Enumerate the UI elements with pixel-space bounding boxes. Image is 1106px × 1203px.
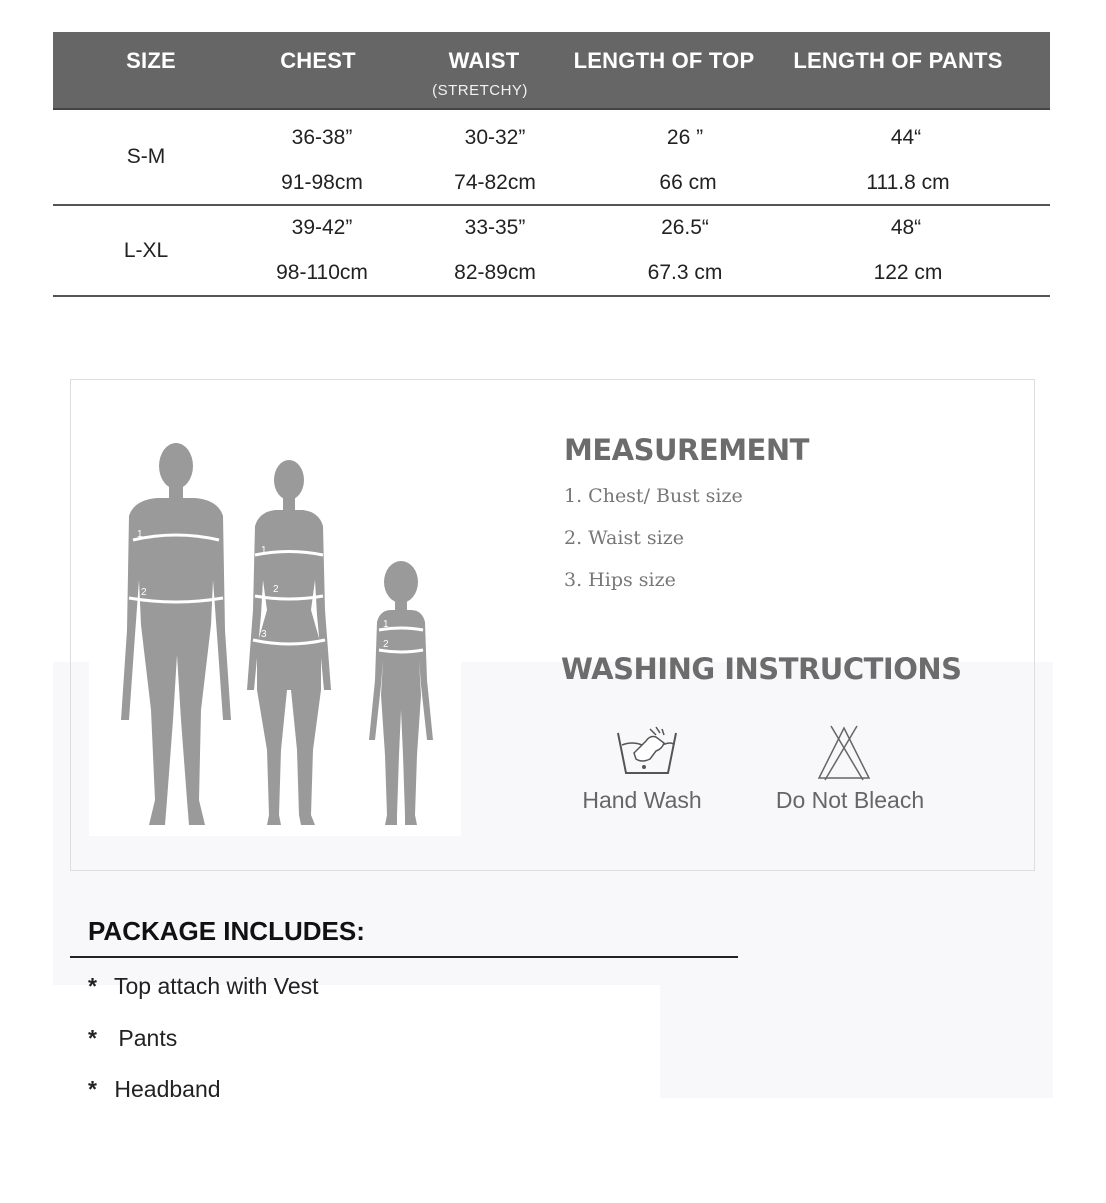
waist-cm: 82-89cm — [454, 261, 536, 284]
list-item — [88, 1025, 177, 1052]
hand-wash-label: Hand Wash — [582, 787, 702, 813]
figure-label: 3 — [261, 629, 267, 640]
header-length-top: LENGTH OF TOP — [573, 48, 755, 73]
package-item-label: Headband — [114, 1076, 221, 1102]
figure-label: 2 — [273, 584, 279, 595]
waist-cm: 74-82cm — [454, 171, 536, 194]
washing-title: WASHING INSTRUCTIONS — [561, 652, 962, 686]
pants-length-cm: 122 cm — [873, 261, 943, 284]
table-header-row — [53, 32, 1050, 110]
top-length-cm: 67.3 cm — [647, 261, 723, 284]
size-chart-table — [53, 32, 1050, 297]
header-chest: CHEST — [280, 48, 356, 73]
package-item-label: Top attach with Vest — [113, 973, 319, 999]
man-figure — [121, 443, 231, 825]
measurement-item-chest: 1. Chest/ Bust size — [564, 485, 743, 507]
body-figures-illustration — [89, 420, 461, 836]
figure-label: 2 — [383, 639, 389, 650]
header-waist: WAIST — [448, 48, 520, 73]
background-panel — [660, 985, 1053, 1098]
table-row — [53, 206, 1050, 297]
bullet-star: * — [88, 973, 97, 999]
header-size: SIZE — [126, 48, 176, 73]
top-length-inches: 26 ” — [666, 126, 704, 149]
package-includes-title: PACKAGE INCLUDES: — [88, 916, 365, 946]
list-item — [88, 973, 319, 1000]
top-length-inches: 26.5“ — [661, 216, 709, 239]
chest-inches: 36-38” — [291, 126, 353, 149]
header-length-pants: LENGTH OF PANTS — [793, 48, 1003, 73]
chest-inches: 39-42” — [291, 216, 353, 239]
size-cell: S-M — [126, 145, 166, 168]
pants-length-inches: 48“ — [890, 216, 922, 239]
figure-label: 1 — [137, 529, 143, 540]
figure-label: 1 — [261, 545, 267, 556]
measurement-panel — [70, 379, 1035, 871]
waist-inches: 33-35” — [464, 216, 526, 239]
figure-label: 2 — [141, 587, 147, 598]
waist-inches: 30-32” — [464, 126, 526, 149]
chest-cm: 91-98cm — [281, 171, 363, 194]
figure-label: 1 — [383, 619, 389, 630]
bullet-star: * — [88, 1025, 97, 1051]
size-cell: L-XL — [123, 238, 169, 262]
measurement-title: MEASUREMENT — [564, 433, 809, 467]
package-item-label: Pants — [118, 1025, 178, 1051]
bullet-star: * — [88, 1076, 97, 1102]
header-waist-note: (STRETCHY) — [432, 82, 528, 99]
body-silhouettes — [89, 420, 461, 836]
hand-wash-icon — [612, 723, 682, 779]
list-item — [88, 1076, 221, 1103]
table-row — [53, 110, 1050, 206]
do-not-bleach-icon — [815, 724, 873, 782]
measurement-item-waist: 2. Waist size — [564, 527, 684, 549]
do-not-bleach-label: Do Not Bleach — [775, 787, 925, 813]
top-length-cm: 66 cm — [659, 171, 717, 194]
pants-length-cm: 111.8 cm — [866, 171, 950, 194]
divider — [70, 956, 738, 958]
child-figure — [369, 561, 433, 825]
pants-length-inches: 44“ — [890, 126, 922, 149]
measurement-item-hips: 3. Hips size — [564, 569, 676, 591]
chest-cm: 98-110cm — [276, 261, 368, 284]
